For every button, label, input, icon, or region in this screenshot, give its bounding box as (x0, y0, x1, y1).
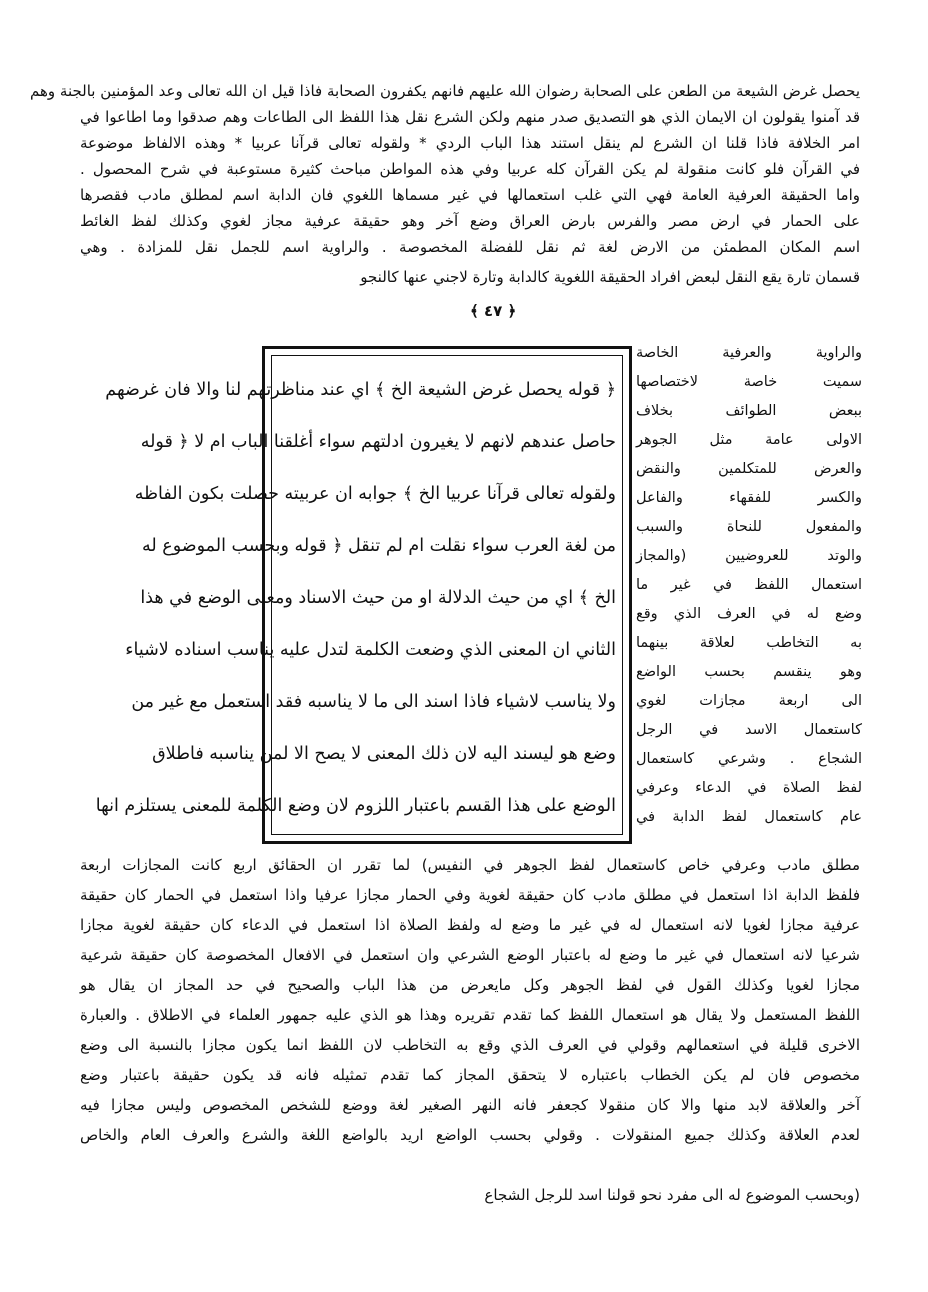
side-text-line: وهو ينقسم بحسب الواضع (636, 664, 862, 680)
page-number: ﴿ ٤٧ ﴾ (470, 302, 517, 320)
commentary-box-inner-border (95, 355, 623, 835)
text-line: لعدم العلاقة وكذلك جميع المنقولات . وقولي بحسب الواضع اريد بالواضع اللغة والشرع والعرف العام والخاص (80, 1126, 860, 1144)
side-text-line: الاولى عامة مثل الجوهر (636, 432, 862, 448)
text-line: امر الخلافة فاذا قلنا ان الشرع لم ينقل استند هذا الباب الردي * ولقوله تعالى قرآنا عربيا * وهذه الالفاظ موضوعة (80, 134, 860, 152)
split-line-text: قسمان تارة يقع النقل لبعض افراد الحقيقة اللغوية كالدابة وتارة لاجني عنها كالنجو (360, 268, 860, 286)
commentary-line: ولقوله تعالى قرآنا عربيا الخ ﴾ جوابه ان عربيته حصلت بكون الفاظه (134, 484, 616, 504)
text-line: مخصوص فان لم يكن الخطاب باعتباره لا يتحقق المجاز كما تقدم تمثيله فانه قد يكون حقيقة باعتبار وضع (80, 1066, 860, 1084)
side-text-line: عام كاستعمال لفظ الدابة في (636, 809, 862, 825)
side-text-line: الشجاع . وشرعي كاستعمال (636, 751, 862, 767)
side-text-line: به التخاطب لعلاقة بينهما (636, 635, 862, 651)
side-text-line: والمفعول للنحاة والسبب (636, 519, 862, 535)
text-line: الاخرى قليلة في استعمالهم وقولي في العرف الذي وقع به التخاطب لان اللفظ انما يكون مجازا بالنسبة الى وضع (80, 1036, 860, 1054)
side-text-line: والكسر للفقهاء والفاعل (636, 490, 862, 506)
text-line: فلفظ الدابة اذا استعمل في مطلق مادب كان حقيقة لغوية وفي الحمار مجازا عرفيا واذا استعمل في الحمار كان حقيقة (80, 886, 860, 904)
commentary-line: الوضع على هذا القسم باعتبار اللزوم لان وضع الكلمة للمعنى يستلزم انها (95, 796, 616, 816)
text-line: مطلق مادب وعرفي خاص كاستعمال لفظ الجوهر في النفيس) لما تقرر ان الحقائق اربع كانت المجازات اربعة (80, 856, 860, 874)
text-line: في القرآن فلو كانت منقولة لم يكن القرآن كله عربيا وفي هذه المواطن مباحث كثيرة مستوعبة في شرح المحصول . (80, 160, 860, 178)
text-line: اسم المكان المطمئن من الارض لغة ثم نقل للفضلة المخصوصة . والراوية اسم للجمل نقل للمزادة . وهي (80, 238, 860, 256)
side-text-line: وضع له في العرف الذي وقع (636, 606, 862, 622)
text-line: قد آمنوا يقولون ان الايمان الذي هو التصديق صدر منهم ولكن الشرع نقل هذا اللفظ الى الطاعات وهم صدقوا وما اطاعوا في (80, 108, 860, 126)
text-line: (وبحسب الموضوع له الى مفرد نحو قولنا اسد للرجل الشجاع (484, 1186, 860, 1204)
commentary-line: ولا يناسب لاشياء فاذا اسند الى ما لا يناسبه فقد استعمل مع غير من (131, 692, 616, 712)
text-line-with-page-number (80, 264, 860, 290)
text-line: مجازا لغويا وكذلك القول في لفظ الجوهر وكل مايعرض من هذا الباب والصحيح في حد المجاز ان يقال هو (80, 976, 860, 994)
side-text-line: ببعض الطوائف بخلاف (636, 403, 862, 419)
side-text-line: استعمال اللفظ في غير ما (636, 577, 862, 593)
text-line: على الحمار في ارض مصر والفرس بارض العراق وضع آخر وهو حقيقة عرفية مجاز لغوي وكذلك لفظ الغائط (80, 212, 860, 230)
side-text-line: والوتد للعروضيين (والمجاز (636, 548, 862, 564)
commentary-line: الخ ﴾ اي من حيث الدلالة او من حيث الاسناد ومعنى الوضع في هذا (140, 588, 616, 608)
side-text-line: لفظ الصلاة في الدعاء وعرفي (636, 780, 862, 796)
commentary-line: ﴿ قوله يحصل غرض الشيعة الخ ﴾ اي عند مناظرتهم لنا والا فان غرضهم (105, 380, 616, 400)
side-text-line: والعرض للمتكلمين والنقض (636, 461, 862, 477)
text-line: يحصل غرض الشيعة من الطعن على الصحابة رضوان الله عليهم فانهم يكفرون الصحابة فاذا قيل ان الله تعالى وعد المؤمنين بالجنة وهم (30, 82, 860, 100)
text-line: آخر والعلاقة لابد منها والا كان منقولا كجعفر فانه النهر الصغير لغة ووضع للشخص المخصوص وليس مجازا فيه (80, 1096, 860, 1114)
commentary-box (95, 346, 632, 844)
text-line: شرعيا لانه استعمال في غير ما وضع له باعتبار الوضع الشرعي وان استعمل في الافعال المخصوصة كان حقيقة شرعية (80, 946, 860, 964)
side-text-line: سميت خاصة لاختصاصها (636, 374, 862, 390)
text-line: عرفية مجازا لغويا لانه استعمال له في غير ما وضع له ولفظ الصلاة اذا استعمل في الدعاء كان حقيقة لغوية مجازا (80, 916, 860, 934)
commentary-line: الثاني ان المعنى الذي وضعت الكلمة لتدل عليه يناسب اسناده لاشياء (125, 640, 616, 660)
side-text-line: الى اربعة مجازات لغوي (636, 693, 862, 709)
commentary-line: من لغة العرب سواء نقلت ام لم تنقل ﴿ قوله وبحسب الموضوع له (142, 536, 616, 556)
side-text-line: والراوية والعرفية الخاصة (636, 345, 862, 361)
text-line: واما الحقيقة العرفية العامة فهي التي غلب استعمالها في غير مسماها اللغوي فان الدابة اسم لمطلق مادب فقصرها (80, 186, 860, 204)
text-line: اللفظ المستعمل ولا يقال هو استعمال اللفظ كما تقدم تقريره وهذا هو الذي عليه جمهور العلماء في الاطلاق . والعبارة (80, 1006, 860, 1024)
side-text-line: كاستعمال الاسد في الرجل (636, 722, 862, 738)
commentary-line: حاصل عندهم لانهم لا يغيرون ادلتهم سواء أغلقنا الباب ام لا ﴿ قوله (140, 432, 616, 452)
commentary-line: وضع هو ليسند اليه لان ذلك المعنى لا يصح الا لمن يناسبه فاطلاق (152, 744, 616, 764)
